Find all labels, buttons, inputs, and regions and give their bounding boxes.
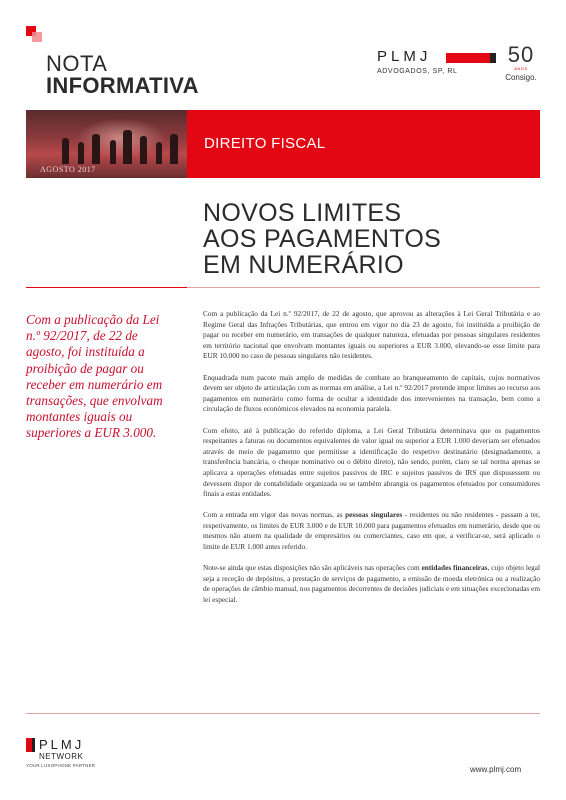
divider-bottom [26,713,540,714]
nota-label: NOTA [46,51,108,76]
anniversary-anos: ANOS [514,66,528,71]
issue-date: AGOSTO 2017 [40,165,96,174]
body-text: - residentes ou não residentes - passam a ter, respetivamente, os limites de EUR 3.000 e de EUR 10.000 para pagamentos efetuados em numerário, desde que os mesmos não atuem na qualidade de empresários ou comerciantes, caso em que, a verificar-se, será aplicado o limite de EUR 1.000 antes referido. [203,510,540,552]
body-text: Note-se ainda que estas disposições não são aplicáveis nas operações com [203,563,422,573]
corner-accent [26,26,42,42]
corner-square-pink [32,32,42,42]
plmj-logo-subtitle: ADVOGADOS, SP, RL [377,68,458,75]
plmj-logo-dark-bar [490,53,496,63]
anniversary-number: 50 [507,42,535,67]
informativa-label: INFORMATIVA [46,73,199,98]
plmj-logo-name: PLMJ [377,48,432,65]
banner-photo [26,110,187,178]
network-logo-name: PLMJ [39,737,85,752]
plmj-logo [377,48,457,75]
network-logo-tagline: YOUR LUSOPHONE PARTNER [26,763,96,768]
body-text: Com a entrada em vigor das novas normas, as [203,510,346,520]
body-paragraph: Com a publicação da Lei n.º 92/2017, de 22 de agosto, que aprovou as alterações à Lei Geral Tributária e ao Regime Geral das Infrações Tributárias, que entrou em vigor no dia 23 de agosto, foi instituída a proibição de pagar ou receber em numerário, em transações de qualquer natureza, efetuadas por pessoas singulares residentes em território nacional que envolvam montantes iguais ou superiores a EUR 3.000, elevando-se esse limite para EUR 10.000 no caso de pessoas singulares não residentes. [203,309,540,361]
silhouette [110,140,116,164]
article-title-line: AOS PAGAMENTOS [203,225,442,253]
silhouette [62,138,69,164]
banner-photo-light [76,118,166,158]
divider-accent [26,287,187,288]
article-title [203,200,441,278]
website-link[interactable]: www.plmj.com [470,765,522,774]
silhouette [92,134,100,164]
article-title-line: NOVOS LIMITES [203,199,402,227]
silhouette [140,136,147,164]
anniversary-tagline: Consigo. [505,73,537,82]
body-paragraph: Com efeito, até à publicação do referido diploma, a Lei Geral Tributária determinava que os pagamentos respeitantes a faturas ou documentos equivalentes de valor igual ou superior a EUR 1.000 deveriam ser efetuados através de meio de pagamento que permitisse a identificação do respetivo destinatário (designadamente, a transferência bancária, o cheque nominativo ou o débito direto), não sendo, porém, claro se tal norma apenas se aplicava a operações efetuadas entre sujeitos passivos de IRC e sujeitos passivos de IRS que dispusessem ou devessem dispor de contabilidade organizada ou se também abrangia os pagamentos efetuados por consumidores finais a estas entidades. [203,425,540,499]
network-logo-dark-mark [32,738,35,752]
document-type-heading [46,53,199,97]
topic-label: DIREITO FISCAL [204,135,326,152]
plmj-logo-red-bar [446,53,490,63]
body-text: , cujo objeto legal seja a receção de depósitos, a prestação de serviços de pagamento, a emissão de moeda eletrónica ou a realização de operações de câmbio manual, nos pagamentos decorrentes de decisões judiciais e em situações excecionadas em lei especial. [203,563,540,605]
article-body [203,309,540,616]
body-paragraph [203,510,540,552]
body-emphasis: pessoas singulares [345,510,403,520]
anniversary-logo [499,44,543,82]
silhouette [123,130,132,164]
silhouette [156,142,162,164]
pull-quote: Com a publicação da Lei n.º 92/2017, de 22 de agosto, foi instituída a proibição de pagar ou receber em numerário em transações, que envolvam montantes iguais ou superiores a EUR 3.000. [26,312,163,441]
article-title-line: EM NUMERÁRIO [203,251,404,279]
body-paragraph [203,563,540,605]
topic-banner [187,110,540,178]
body-emphasis: entidades financeiras [421,563,488,573]
body-paragraph: Enquadrada num pacote mais amplo de medidas de combate ao branqueamento de capitais, cujos normativos devem ser objeto de articulação com as normas em análise, a Lei n.º 92/2017 pretende impor limites ao recurso aos pagamentos em numerário como forma de ocultar a identidade dos intervenientes na transação, bem como a circulação de fluxos económicos elevados na economia paralela. [203,372,540,414]
silhouette [170,134,178,164]
silhouette [78,142,84,164]
network-logo-network: NETWORK [39,752,84,761]
